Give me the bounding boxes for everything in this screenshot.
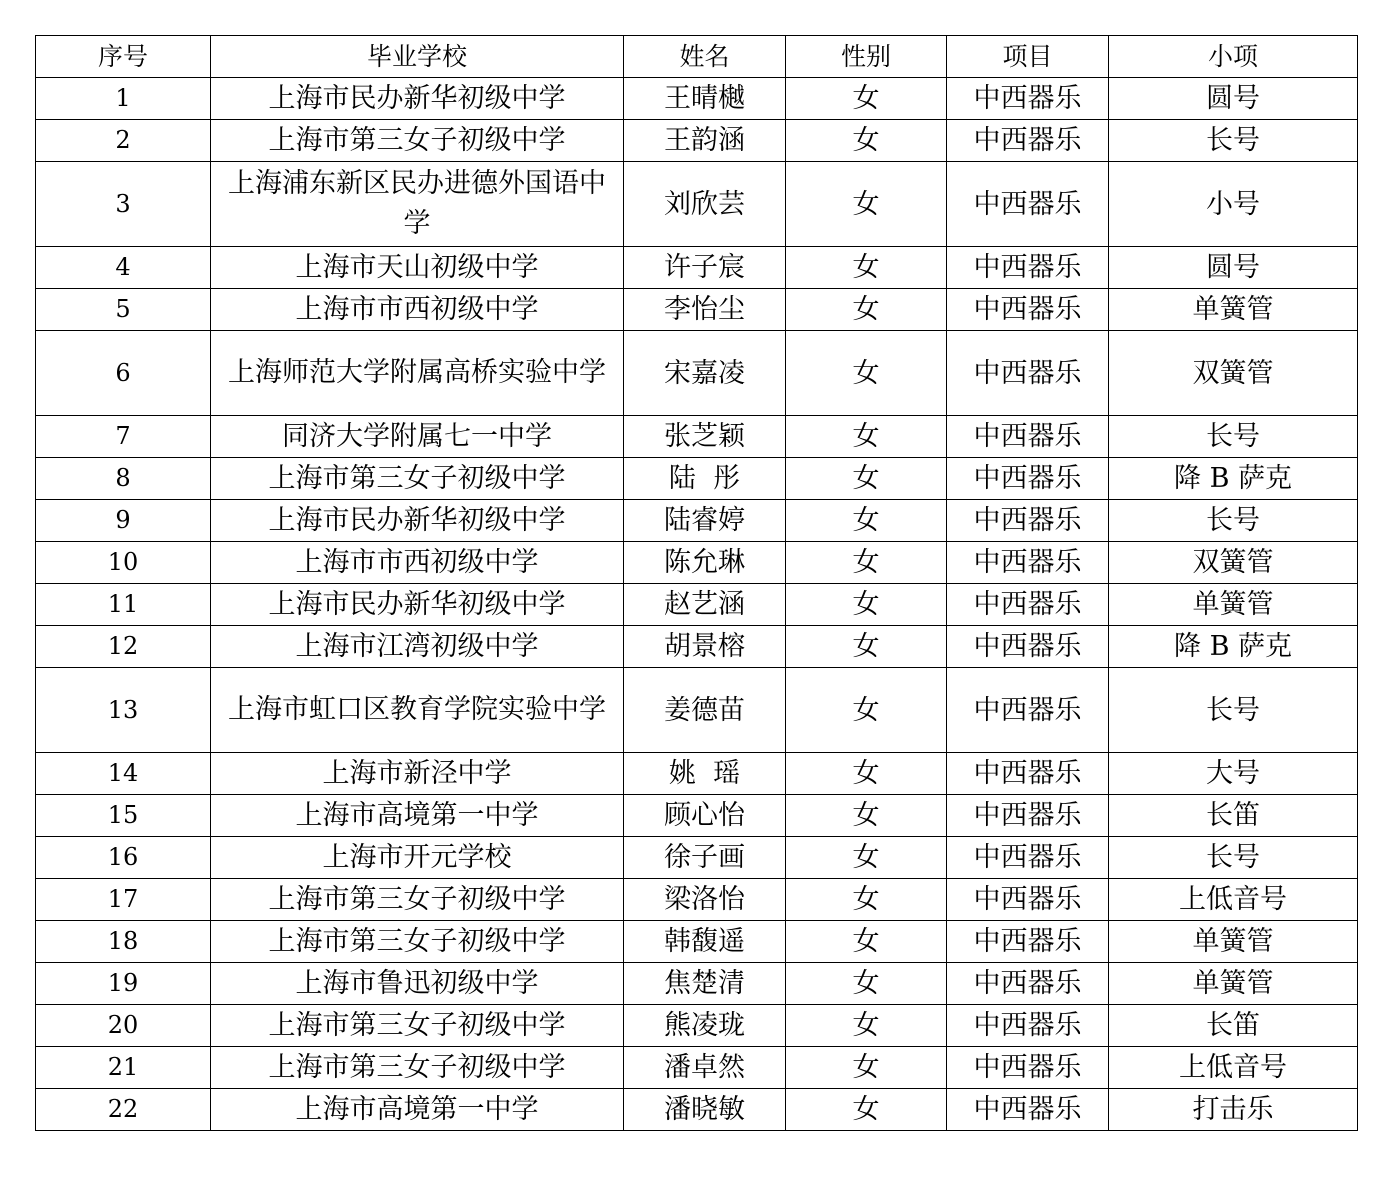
cell-index: 4	[36, 247, 211, 289]
cell-gender: 女	[786, 247, 947, 289]
cell-name: 陆睿婷	[624, 500, 786, 542]
table-row	[36, 879, 1358, 921]
cell-name: 赵艺涵	[624, 584, 786, 626]
cell-project: 中西器乐	[947, 584, 1109, 626]
cell-sub-item: 单簧管	[1109, 963, 1358, 1005]
cell-gender: 女	[786, 289, 947, 331]
cell-sub-item: 降 B 萨克	[1109, 458, 1358, 500]
cell-sub-item: 长号	[1109, 668, 1358, 753]
cell-gender: 女	[786, 753, 947, 795]
cell-name: 张芝颖	[624, 416, 786, 458]
cell-gender: 女	[786, 879, 947, 921]
cell-index: 10	[36, 542, 211, 584]
cell-project: 中西器乐	[947, 120, 1109, 162]
cell-project: 中西器乐	[947, 1005, 1109, 1047]
cell-school: 上海市第三女子初级中学	[211, 1047, 624, 1089]
cell-gender: 女	[786, 837, 947, 879]
cell-name: 陆 彤	[624, 458, 786, 500]
cell-school: 上海市天山初级中学	[211, 247, 624, 289]
cell-sub-item: 长号	[1109, 416, 1358, 458]
cell-sub-item: 上低音号	[1109, 1047, 1358, 1089]
cell-school: 上海市第三女子初级中学	[211, 458, 624, 500]
cell-index: 11	[36, 584, 211, 626]
table-row	[36, 416, 1358, 458]
table-row	[36, 584, 1358, 626]
cell-index: 12	[36, 626, 211, 668]
cell-gender: 女	[786, 1005, 947, 1047]
cell-sub-item: 打击乐	[1109, 1089, 1358, 1131]
cell-project: 中西器乐	[947, 416, 1109, 458]
cell-school: 上海市第三女子初级中学	[211, 120, 624, 162]
cell-name: 王晴樾	[624, 78, 786, 120]
cell-index: 2	[36, 120, 211, 162]
cell-name: 陈允琳	[624, 542, 786, 584]
cell-index: 22	[36, 1089, 211, 1131]
cell-project: 中西器乐	[947, 795, 1109, 837]
cell-index: 16	[36, 837, 211, 879]
table-row	[36, 1089, 1358, 1131]
cell-school: 上海市民办新华初级中学	[211, 500, 624, 542]
cell-index: 8	[36, 458, 211, 500]
cell-sub-item: 大号	[1109, 753, 1358, 795]
cell-index: 7	[36, 416, 211, 458]
cell-gender: 女	[786, 921, 947, 963]
cell-index: 3	[36, 162, 211, 247]
cell-index: 14	[36, 753, 211, 795]
header-project: 项目	[947, 36, 1109, 78]
cell-index: 18	[36, 921, 211, 963]
cell-gender: 女	[786, 795, 947, 837]
cell-gender: 女	[786, 584, 947, 626]
cell-sub-item: 长笛	[1109, 1005, 1358, 1047]
cell-project: 中西器乐	[947, 753, 1109, 795]
cell-project: 中西器乐	[947, 331, 1109, 416]
cell-school: 上海市新泾中学	[211, 753, 624, 795]
cell-school: 上海市第三女子初级中学	[211, 1005, 624, 1047]
cell-school: 上海市市西初级中学	[211, 289, 624, 331]
cell-sub-item: 长笛	[1109, 795, 1358, 837]
cell-project: 中西器乐	[947, 500, 1109, 542]
table-row	[36, 542, 1358, 584]
table-row	[36, 837, 1358, 879]
cell-school: 上海市高境第一中学	[211, 795, 624, 837]
student-roster-table	[35, 35, 1358, 1131]
cell-name: 胡景榕	[624, 626, 786, 668]
cell-project: 中西器乐	[947, 162, 1109, 247]
cell-sub-item: 降 B 萨克	[1109, 626, 1358, 668]
cell-gender: 女	[786, 626, 947, 668]
table-row	[36, 162, 1358, 247]
table-row	[36, 1005, 1358, 1047]
cell-project: 中西器乐	[947, 247, 1109, 289]
cell-index: 13	[36, 668, 211, 753]
cell-sub-item: 上低音号	[1109, 879, 1358, 921]
table-row	[36, 500, 1358, 542]
cell-gender: 女	[786, 963, 947, 1005]
cell-sub-item: 双簧管	[1109, 542, 1358, 584]
cell-sub-item: 圆号	[1109, 247, 1358, 289]
cell-project: 中西器乐	[947, 458, 1109, 500]
cell-name: 潘晓敏	[624, 1089, 786, 1131]
cell-name: 熊凌珑	[624, 1005, 786, 1047]
cell-name: 梁洛怡	[624, 879, 786, 921]
cell-name: 王韵涵	[624, 120, 786, 162]
cell-index: 21	[36, 1047, 211, 1089]
cell-gender: 女	[786, 668, 947, 753]
cell-school: 上海市虹口区教育学院实验中学	[211, 668, 624, 753]
table-row	[36, 1047, 1358, 1089]
cell-gender: 女	[786, 458, 947, 500]
cell-index: 9	[36, 500, 211, 542]
cell-school: 上海市市西初级中学	[211, 542, 624, 584]
cell-name: 顾心怡	[624, 795, 786, 837]
cell-name: 宋嘉凌	[624, 331, 786, 416]
cell-project: 中西器乐	[947, 837, 1109, 879]
cell-project: 中西器乐	[947, 668, 1109, 753]
cell-project: 中西器乐	[947, 542, 1109, 584]
cell-sub-item: 圆号	[1109, 78, 1358, 120]
table-row	[36, 795, 1358, 837]
cell-school: 上海师范大学附属高桥实验中学	[211, 331, 624, 416]
cell-school: 上海浦东新区民办进德外国语中学	[211, 162, 624, 247]
header-index: 序号	[36, 36, 211, 78]
cell-project: 中西器乐	[947, 879, 1109, 921]
cell-gender: 女	[786, 416, 947, 458]
cell-name: 姜德苗	[624, 668, 786, 753]
table-row	[36, 458, 1358, 500]
cell-sub-item: 双簧管	[1109, 331, 1358, 416]
table-row	[36, 78, 1358, 120]
cell-school: 同济大学附属七一中学	[211, 416, 624, 458]
cell-school: 上海市开元学校	[211, 837, 624, 879]
cell-project: 中西器乐	[947, 963, 1109, 1005]
cell-sub-item: 小号	[1109, 162, 1358, 247]
cell-sub-item: 单簧管	[1109, 584, 1358, 626]
cell-project: 中西器乐	[947, 1047, 1109, 1089]
header-gender: 性别	[786, 36, 947, 78]
cell-school: 上海市江湾初级中学	[211, 626, 624, 668]
cell-gender: 女	[786, 1089, 947, 1131]
table-row	[36, 921, 1358, 963]
cell-project: 中西器乐	[947, 921, 1109, 963]
cell-sub-item: 单簧管	[1109, 289, 1358, 331]
table-row	[36, 626, 1358, 668]
header-name: 姓名	[624, 36, 786, 78]
table-row	[36, 247, 1358, 289]
cell-project: 中西器乐	[947, 78, 1109, 120]
cell-project: 中西器乐	[947, 289, 1109, 331]
cell-project: 中西器乐	[947, 1089, 1109, 1131]
cell-sub-item: 长号	[1109, 500, 1358, 542]
cell-sub-item: 长号	[1109, 837, 1358, 879]
table-row	[36, 289, 1358, 331]
cell-school: 上海市高境第一中学	[211, 1089, 624, 1131]
cell-gender: 女	[786, 542, 947, 584]
header-school: 毕业学校	[211, 36, 624, 78]
cell-sub-item: 单簧管	[1109, 921, 1358, 963]
table-row	[36, 331, 1358, 416]
table-row	[36, 668, 1358, 753]
cell-name: 刘欣芸	[624, 162, 786, 247]
table-body	[36, 78, 1358, 1131]
cell-school: 上海市民办新华初级中学	[211, 78, 624, 120]
cell-gender: 女	[786, 1047, 947, 1089]
cell-name: 潘卓然	[624, 1047, 786, 1089]
cell-index: 1	[36, 78, 211, 120]
header-sub-item: 小项	[1109, 36, 1358, 78]
header-row	[36, 36, 1358, 78]
table-row	[36, 963, 1358, 1005]
cell-school: 上海市鲁迅初级中学	[211, 963, 624, 1005]
cell-index: 6	[36, 331, 211, 416]
cell-index: 5	[36, 289, 211, 331]
table-row	[36, 120, 1358, 162]
cell-name: 姚 瑶	[624, 753, 786, 795]
cell-name: 韩馥遥	[624, 921, 786, 963]
cell-index: 19	[36, 963, 211, 1005]
cell-gender: 女	[786, 120, 947, 162]
cell-school: 上海市民办新华初级中学	[211, 584, 624, 626]
cell-sub-item: 长号	[1109, 120, 1358, 162]
cell-index: 20	[36, 1005, 211, 1047]
cell-project: 中西器乐	[947, 626, 1109, 668]
table-row	[36, 753, 1358, 795]
cell-name: 李怡尘	[624, 289, 786, 331]
cell-gender: 女	[786, 331, 947, 416]
cell-gender: 女	[786, 78, 947, 120]
cell-index: 15	[36, 795, 211, 837]
cell-name: 许子宸	[624, 247, 786, 289]
cell-school: 上海市第三女子初级中学	[211, 921, 624, 963]
cell-index: 17	[36, 879, 211, 921]
cell-name: 焦楚清	[624, 963, 786, 1005]
cell-gender: 女	[786, 162, 947, 247]
cell-gender: 女	[786, 500, 947, 542]
cell-name: 徐子画	[624, 837, 786, 879]
cell-school: 上海市第三女子初级中学	[211, 879, 624, 921]
